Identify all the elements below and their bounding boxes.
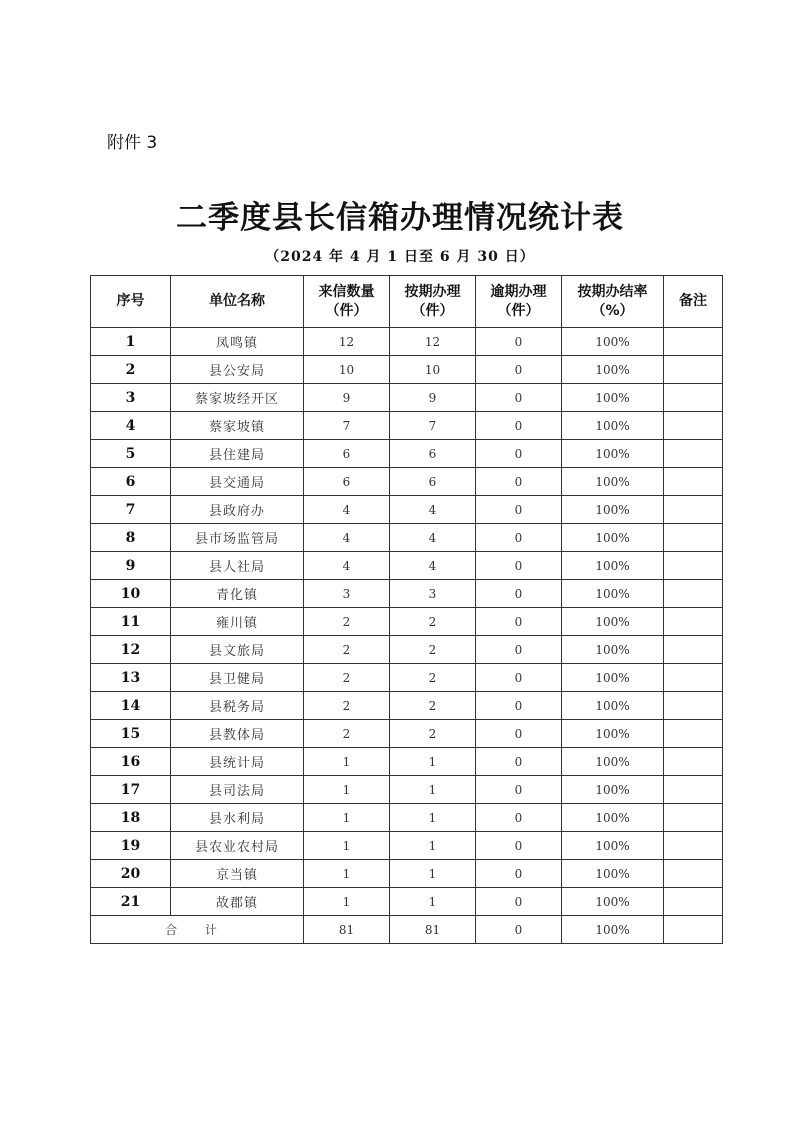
row-remarks [664, 412, 723, 440]
header-ontime: 按期办理 （件） [390, 276, 476, 328]
row-rate: 100% [562, 496, 664, 524]
table-row [91, 384, 723, 412]
row-index: 17 [91, 776, 171, 804]
row-ontime: 2 [390, 636, 476, 664]
attachment-label: 附件 3 [107, 133, 158, 153]
row-remarks [664, 636, 723, 664]
row-rate: 100% [562, 384, 664, 412]
row-overdue: 0 [476, 636, 562, 664]
header-index: 序号 [91, 276, 171, 328]
row-index: 3 [91, 384, 171, 412]
row-index: 1 [91, 328, 171, 356]
row-received: 2 [304, 692, 390, 720]
row-overdue: 0 [476, 664, 562, 692]
row-unit-name: 县住建局 [171, 440, 304, 468]
row-ontime: 6 [390, 440, 476, 468]
row-overdue: 0 [476, 384, 562, 412]
row-overdue: 0 [476, 412, 562, 440]
table-row [91, 580, 723, 608]
row-unit-name: 县人社局 [171, 552, 304, 580]
total-row [91, 916, 723, 944]
row-overdue: 0 [476, 720, 562, 748]
row-ontime: 1 [390, 776, 476, 804]
row-received: 1 [304, 748, 390, 776]
row-unit-name: 雍川镇 [171, 608, 304, 636]
row-ontime: 2 [390, 720, 476, 748]
row-rate: 100% [562, 608, 664, 636]
row-received: 2 [304, 720, 390, 748]
row-overdue: 0 [476, 496, 562, 524]
row-unit-name: 县市场监管局 [171, 524, 304, 552]
row-ontime: 1 [390, 832, 476, 860]
row-rate: 100% [562, 580, 664, 608]
table-row [91, 776, 723, 804]
row-index: 19 [91, 832, 171, 860]
row-overdue: 0 [476, 356, 562, 384]
row-remarks [664, 748, 723, 776]
row-received: 3 [304, 580, 390, 608]
row-index: 11 [91, 608, 171, 636]
row-overdue: 0 [476, 748, 562, 776]
table-row [91, 412, 723, 440]
row-overdue: 0 [476, 524, 562, 552]
row-unit-name: 县交通局 [171, 468, 304, 496]
row-index: 7 [91, 496, 171, 524]
total-rate: 100% [562, 916, 664, 944]
row-ontime: 3 [390, 580, 476, 608]
table-row [91, 356, 723, 384]
row-rate: 100% [562, 692, 664, 720]
row-ontime: 10 [390, 356, 476, 384]
row-overdue: 0 [476, 328, 562, 356]
row-ontime: 1 [390, 888, 476, 916]
row-remarks [664, 524, 723, 552]
row-overdue: 0 [476, 608, 562, 636]
row-received: 2 [304, 608, 390, 636]
total-remarks [664, 916, 723, 944]
row-overdue: 0 [476, 468, 562, 496]
row-ontime: 9 [390, 384, 476, 412]
table-row [91, 524, 723, 552]
table-row [91, 328, 723, 356]
row-received: 4 [304, 496, 390, 524]
row-overdue: 0 [476, 580, 562, 608]
row-rate: 100% [562, 356, 664, 384]
row-received: 2 [304, 664, 390, 692]
row-unit-name: 县文旅局 [171, 636, 304, 664]
row-rate: 100% [562, 888, 664, 916]
row-remarks [664, 468, 723, 496]
row-remarks [664, 860, 723, 888]
row-index: 8 [91, 524, 171, 552]
row-received: 1 [304, 888, 390, 916]
row-rate: 100% [562, 412, 664, 440]
row-unit-name: 县司法局 [171, 776, 304, 804]
row-unit-name: 凤鸣镇 [171, 328, 304, 356]
row-unit-name: 蔡家坡经开区 [171, 384, 304, 412]
row-rate: 100% [562, 720, 664, 748]
row-index: 12 [91, 636, 171, 664]
row-unit-name: 县统计局 [171, 748, 304, 776]
row-received: 6 [304, 468, 390, 496]
row-overdue: 0 [476, 804, 562, 832]
table-row [91, 440, 723, 468]
row-received: 1 [304, 776, 390, 804]
row-index: 14 [91, 692, 171, 720]
table-row [91, 636, 723, 664]
table-row [91, 692, 723, 720]
row-rate: 100% [562, 776, 664, 804]
row-remarks [664, 552, 723, 580]
row-index: 4 [91, 412, 171, 440]
row-received: 10 [304, 356, 390, 384]
row-ontime: 4 [390, 496, 476, 524]
row-remarks [664, 384, 723, 412]
page-title: 二季度县长信箱办理情况统计表 [176, 200, 624, 236]
table-row [91, 468, 723, 496]
total-overdue: 0 [476, 916, 562, 944]
row-ontime: 2 [390, 608, 476, 636]
row-overdue: 0 [476, 888, 562, 916]
row-ontime: 1 [390, 860, 476, 888]
row-rate: 100% [562, 328, 664, 356]
row-remarks [664, 580, 723, 608]
row-unit-name: 县政府办 [171, 496, 304, 524]
table-row [91, 860, 723, 888]
row-overdue: 0 [476, 440, 562, 468]
row-remarks [664, 888, 723, 916]
row-received: 7 [304, 412, 390, 440]
row-rate: 100% [562, 664, 664, 692]
row-rate: 100% [562, 524, 664, 552]
row-ontime: 7 [390, 412, 476, 440]
row-index: 2 [91, 356, 171, 384]
table-row [91, 748, 723, 776]
row-overdue: 0 [476, 832, 562, 860]
date-range-subtitle: （2024 年 4 月 1 日至 6 月 30 日） [265, 249, 535, 265]
row-unit-name: 县卫健局 [171, 664, 304, 692]
row-ontime: 1 [390, 748, 476, 776]
row-remarks [664, 328, 723, 356]
row-index: 9 [91, 552, 171, 580]
row-ontime: 2 [390, 692, 476, 720]
row-remarks [664, 608, 723, 636]
table-row [91, 804, 723, 832]
row-received: 1 [304, 804, 390, 832]
table-row [91, 552, 723, 580]
row-rate: 100% [562, 804, 664, 832]
row-overdue: 0 [476, 692, 562, 720]
row-received: 4 [304, 524, 390, 552]
row-remarks [664, 664, 723, 692]
row-unit-name: 县教体局 [171, 720, 304, 748]
row-index: 21 [91, 888, 171, 916]
table-row [91, 608, 723, 636]
row-remarks [664, 832, 723, 860]
header-rate: 按期办结率 （%） [562, 276, 664, 328]
row-received: 1 [304, 832, 390, 860]
row-index: 10 [91, 580, 171, 608]
row-ontime: 2 [390, 664, 476, 692]
row-rate: 100% [562, 748, 664, 776]
table-row [91, 832, 723, 860]
total-received: 81 [304, 916, 390, 944]
row-remarks [664, 356, 723, 384]
row-ontime: 6 [390, 468, 476, 496]
row-remarks [664, 692, 723, 720]
row-received: 9 [304, 384, 390, 412]
row-unit-name: 县税务局 [171, 692, 304, 720]
row-unit-name: 京当镇 [171, 860, 304, 888]
row-unit-name: 故郡镇 [171, 888, 304, 916]
header-received: 来信数量 （件） [304, 276, 390, 328]
row-ontime: 1 [390, 804, 476, 832]
row-unit-name: 青化镇 [171, 580, 304, 608]
statistics-table [90, 275, 723, 944]
row-ontime: 4 [390, 552, 476, 580]
row-rate: 100% [562, 832, 664, 860]
table-row [91, 888, 723, 916]
row-rate: 100% [562, 440, 664, 468]
row-received: 6 [304, 440, 390, 468]
table-row [91, 496, 723, 524]
row-index: 16 [91, 748, 171, 776]
row-received: 12 [304, 328, 390, 356]
table-row [91, 664, 723, 692]
row-unit-name: 县公安局 [171, 356, 304, 384]
header-remarks: 备注 [664, 276, 723, 328]
row-index: 5 [91, 440, 171, 468]
row-ontime: 12 [390, 328, 476, 356]
row-index: 20 [91, 860, 171, 888]
row-rate: 100% [562, 468, 664, 496]
row-rate: 100% [562, 860, 664, 888]
total-ontime: 81 [390, 916, 476, 944]
row-received: 2 [304, 636, 390, 664]
row-received: 4 [304, 552, 390, 580]
header-unit: 单位名称 [171, 276, 304, 328]
row-remarks [664, 440, 723, 468]
row-unit-name: 县水利局 [171, 804, 304, 832]
row-index: 6 [91, 468, 171, 496]
row-unit-name: 蔡家坡镇 [171, 412, 304, 440]
total-label: 合 计 [91, 916, 304, 944]
table-row [91, 720, 723, 748]
row-overdue: 0 [476, 776, 562, 804]
row-ontime: 4 [390, 524, 476, 552]
row-remarks [664, 776, 723, 804]
row-index: 18 [91, 804, 171, 832]
row-index: 15 [91, 720, 171, 748]
header-overdue: 逾期办理 （件） [476, 276, 562, 328]
row-index: 13 [91, 664, 171, 692]
row-rate: 100% [562, 552, 664, 580]
row-overdue: 0 [476, 860, 562, 888]
row-overdue: 0 [476, 552, 562, 580]
row-rate: 100% [562, 636, 664, 664]
table-header-row [91, 276, 723, 328]
row-remarks [664, 496, 723, 524]
row-remarks [664, 720, 723, 748]
row-remarks [664, 804, 723, 832]
row-unit-name: 县农业农村局 [171, 832, 304, 860]
row-received: 1 [304, 860, 390, 888]
